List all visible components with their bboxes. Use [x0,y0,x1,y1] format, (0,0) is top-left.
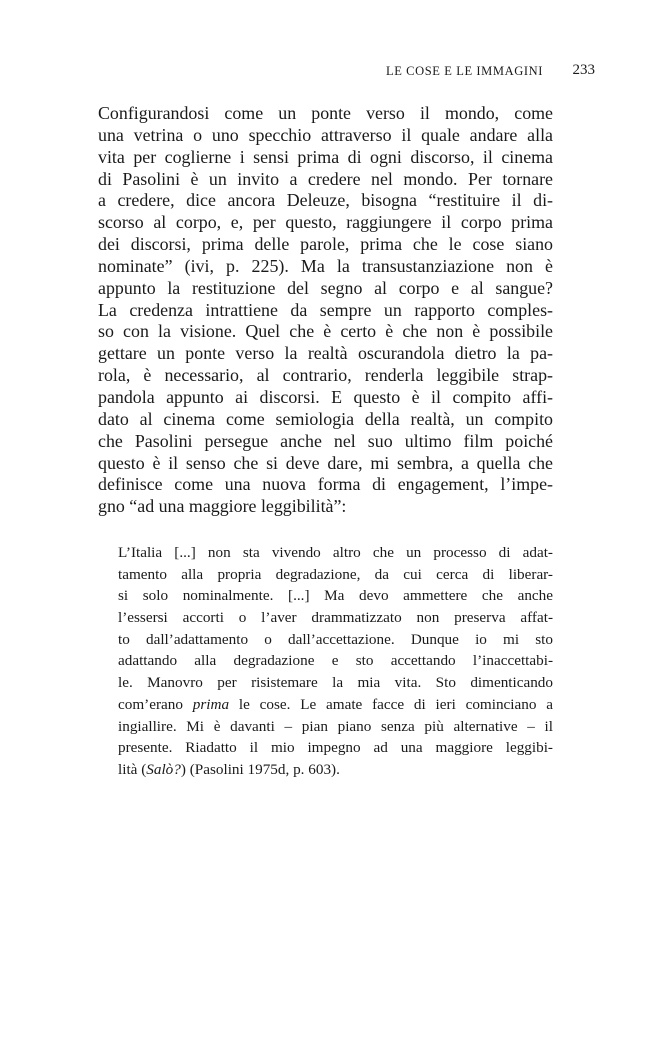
quote-line: l’essersi accorti o l’aver drammatizzato non preserva affat- [118,609,553,627]
body-line: di Pasolini è un invito a credere nel mondo. Per tornare [98,168,553,189]
body-line: definisce come una nuova forma di engagement, l’impe- [98,474,553,495]
quote-italic-title: Salò? [146,760,181,778]
body-line: questo è il senso che si deve dare, mi sembra, a quella che [98,452,553,473]
body-line: dato al cinema come semiologia della realtà, un compito [98,408,553,429]
running-head [98,62,595,82]
body-line: una vetrina o uno specchio attraverso il quale andare alla [98,124,553,145]
quote-text: le cose. Le amate facce di ieri cominciano a [229,695,553,713]
body-paragraph [98,103,553,518]
quote-line: tamento alla propria degradazione, da cui cerca di liberar- [118,565,553,583]
body-line: pandola appunto ai discorsi. E questo è il compito affi- [98,386,553,407]
quote-line: ingiallire. Mi è davanti – pian piano senza più alternative – il [118,717,553,735]
quote-line [118,759,553,781]
body-line: gno “ad una maggiore leggibilità”: [98,496,347,517]
body-line: appunto la restituzione del segno al corpo e al sangue? [98,277,553,298]
quote-line: si solo nominalmente. [...] Ma devo ammettere che anche [118,587,553,605]
chapter-title: LE COSE E LE IMMAGINI [385,64,543,78]
body-line: rola, è necessario, al contrario, renderla leggibile strap- [98,365,553,386]
quote-italic-word: prima [192,695,230,713]
quote-line: L’Italia [...] non sta vivendo altro che un processo di adat- [118,544,553,561]
body-line: dei discorsi, prima delle parole, prima che le cose siano [98,234,553,255]
body-line: Configurandosi come un ponte verso il mondo, come [98,103,553,123]
quote-text: lità ( [118,760,147,778]
quote-line: to dall’adattamento o dall’accettazione. Dunque io mi sto [118,630,553,648]
body-line: nominate” (ivi, p. 225). Ma la transustanziazione non è [98,255,553,276]
body-line: La credenza intrattiene da sempre un rapporto comples- [98,299,553,320]
quote-line [118,694,553,716]
body-line: so con la visione. Quel che è certo è che non è possibile [98,321,553,342]
block-quote [118,542,553,781]
page-number: 233 [572,62,595,78]
body-line: scorso al corpo, e, per questo, raggiungere il corpo prima [98,212,553,233]
quote-text: ) (Pasolini 1975d, p. 603). [180,760,340,778]
body-line: a credere, dice ancora Deleuze, bisogna “restituire il di- [98,190,553,211]
quote-line: adattando alla degradazione e sto accettando l’inaccettabi- [118,652,553,670]
body-line: che Pasolini persegue anche nel suo ultimo film poiché [98,430,553,451]
body-line: gettare un ponte verso la realtà oscurandola dietro la pa- [98,343,553,364]
quote-line: le. Manovro per risistemare la mia vita. Sto dimenticando [118,674,553,692]
quote-text: com’erano [118,695,193,713]
quote-line: presente. Riadatto il mio impegno ad una maggiore leggibi- [118,739,553,757]
body-line: vita per coglierne i sensi prima di ogni discorso, il cinema [98,146,553,167]
